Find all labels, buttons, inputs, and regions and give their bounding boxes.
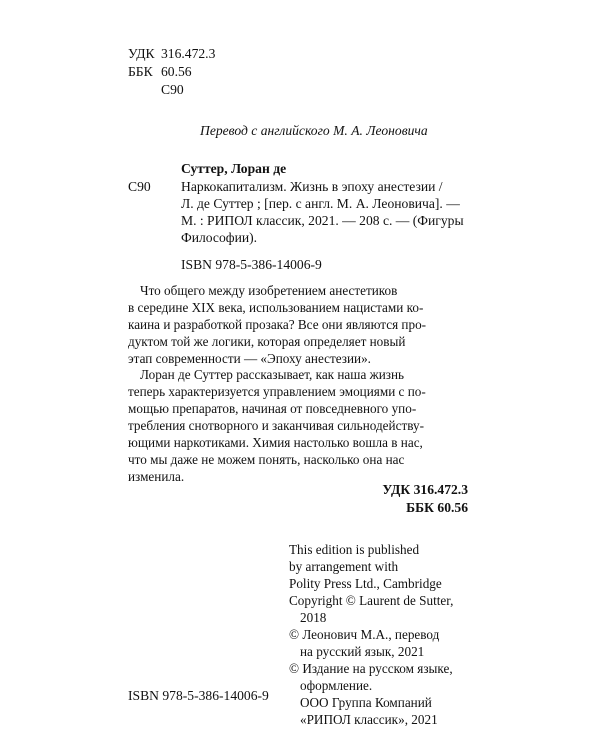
annotation-line: изменила. (128, 469, 185, 484)
annotation-line: каина и разработкой прозака? Все они являются про- (128, 317, 427, 332)
udk-bottom: УДК 316.472.3 (382, 482, 468, 497)
rights-line: Copyright © Laurent de Sutter, (289, 593, 454, 608)
udk-value: 316.472.3 (161, 46, 216, 61)
bib-line: Л. де Суттер ; [пер. с англ. М. А. Леоновича]. — (181, 196, 460, 211)
rights-translation-line: на русский язык, 2021 (300, 644, 425, 659)
annotation-line: мощью препаратов, начиная от повседневного упо- (128, 401, 417, 416)
rights-edition-line: оформление. (300, 678, 373, 693)
annotation-line: этап современности — «Эпоху анестезии». (128, 351, 371, 366)
annotation-line: теперь характеризуется управлением эмоциями с по- (128, 384, 426, 399)
bibliographic-description (181, 178, 467, 246)
udk-label: УДК (128, 46, 155, 61)
rights-line: by arrangement with (289, 559, 399, 574)
rights-block (289, 541, 453, 728)
bib-line: М. : РИПОЛ классик, 2021. — 208 с. — (Фигуры (181, 213, 464, 228)
annotation-line: Лоран де Суттер рассказывает, как наша жизнь (140, 367, 405, 382)
annotation-paragraph-2 (128, 366, 468, 485)
annotation-paragraph-1 (128, 282, 468, 367)
translation-note: Перевод с английского М. А. Леоновича (200, 123, 428, 138)
author-heading: Суттер, Лоран де (181, 161, 287, 176)
rights-line: Polity Press Ltd., Cambridge (289, 576, 442, 591)
bbk-bottom: ББК 60.56 (406, 500, 468, 515)
author-sign: С90 (161, 82, 184, 97)
bbk-label: ББК (128, 64, 153, 79)
entry-code: С90 (128, 179, 151, 194)
bib-line: Наркокапитализм. Жизнь в эпоху анестезии / (181, 179, 443, 194)
annotation-line: требления снотворного и заканчивая сильнодейству- (128, 418, 424, 433)
annotation-line: Что общего между изобретением анестетиков (140, 283, 398, 298)
isbn-bottom: ISBN 978-5-386-14006-9 (128, 688, 269, 703)
bbk-value: 60.56 (161, 64, 192, 79)
isbn-entry: ISBN 978-5-386-14006-9 (181, 257, 322, 272)
rights-edition-line: © Издание на русском языке, (289, 661, 453, 676)
annotation-line: дуктом той же логики, которая определяет новый (128, 334, 406, 349)
rights-publisher-line: ООО Группа Компаний (300, 695, 432, 710)
annotation-line: ющими наркотиками. Химия настолько вошла в нас, (128, 435, 423, 450)
rights-publisher-line: «РИПОЛ классик», 2021 (300, 712, 438, 727)
annotation-line: в середине XIX века, использованием нацистами ко- (128, 300, 424, 315)
rights-line: 2018 (300, 610, 327, 625)
bib-line: Философии). (181, 230, 258, 245)
rights-translation-line: © Леонович М.А., перевод (289, 627, 440, 642)
annotation-line: что мы даже не можем понять, насколько она нас (128, 452, 405, 467)
rights-line: This edition is published (289, 542, 420, 557)
